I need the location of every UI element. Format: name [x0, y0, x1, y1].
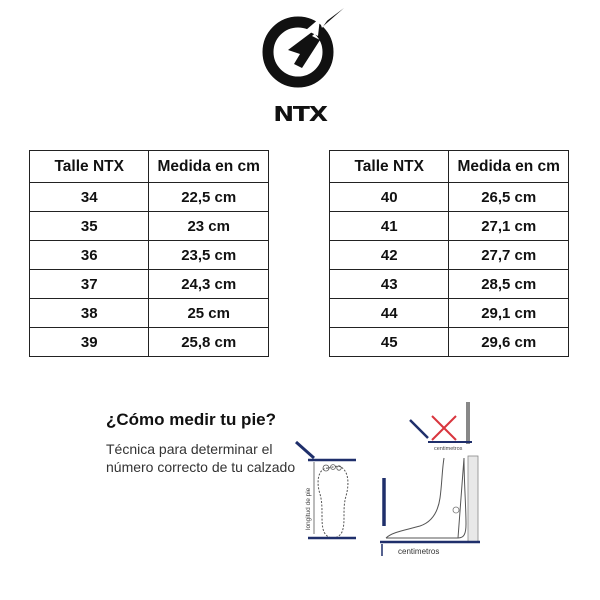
measure-cell: 29,6 cm [449, 328, 569, 357]
foot-length-diagram [290, 438, 370, 548]
table-row [30, 270, 269, 299]
measure-cell: 23 cm [149, 212, 269, 241]
size-cell: 36 [30, 241, 149, 270]
brand-wordmark: NTX [273, 102, 327, 126]
table-header-row [330, 151, 569, 183]
size-cell: 44 [330, 299, 449, 328]
measure-cell: 27,1 cm [449, 212, 569, 241]
measure-cell: 24,3 cm [149, 270, 269, 299]
centimeters-label: centimetros [398, 547, 440, 556]
measure-cell: 22,5 cm [149, 183, 269, 212]
table-row [30, 299, 269, 328]
table-row [330, 212, 569, 241]
size-cell: 39 [30, 328, 149, 357]
size-cell: 42 [330, 241, 449, 270]
table-row [30, 241, 269, 270]
size-cell: 40 [330, 183, 449, 212]
measure-cell: 29,1 cm [449, 299, 569, 328]
measure-cell: 25,8 cm [149, 328, 269, 357]
side-view-diagram [372, 452, 486, 562]
table-row [330, 328, 569, 357]
size-cell: 34 [30, 183, 149, 212]
measure-cell: 27,7 cm [449, 241, 569, 270]
header-talle: Talle NTX [330, 151, 449, 183]
table-row [330, 241, 569, 270]
size-cell: 37 [30, 270, 149, 299]
measure-cell: 23,5 cm [149, 241, 269, 270]
table-row [30, 328, 269, 357]
table-row [330, 270, 569, 299]
table-row [330, 299, 569, 328]
header-medida: Medida en cm [449, 151, 569, 183]
size-cell: 41 [330, 212, 449, 241]
header-medida: Medida en cm [149, 151, 269, 183]
size-cell: 45 [330, 328, 449, 357]
foot-length-label: longitud de pie [305, 487, 312, 530]
size-cell: 35 [30, 212, 149, 241]
pencil-icon [296, 442, 314, 458]
header-talle: Talle NTX [30, 151, 149, 183]
foot-outline [318, 466, 348, 538]
table-row [330, 183, 569, 212]
table-row [30, 212, 269, 241]
size-table-left [29, 150, 269, 357]
measure-cell: 26,5 cm [449, 183, 569, 212]
size-cell: 43 [330, 270, 449, 299]
table-row [30, 183, 269, 212]
wrong-technique-diagram [402, 402, 482, 452]
table-header-row [30, 151, 269, 183]
size-table-right [329, 150, 569, 357]
howto-description: Técnica para determinar el número correcto de tu calzado [106, 441, 296, 475]
pencil-icon [410, 420, 428, 438]
howto-title: ¿Cómo medir tu pie? [106, 410, 276, 429]
foot-side-outline [386, 458, 466, 538]
measure-cell: 28,5 cm [449, 270, 569, 299]
size-cell: 38 [30, 299, 149, 328]
small-centimeters-label: centimetros [434, 446, 463, 452]
measure-cell: 25 cm [149, 299, 269, 328]
